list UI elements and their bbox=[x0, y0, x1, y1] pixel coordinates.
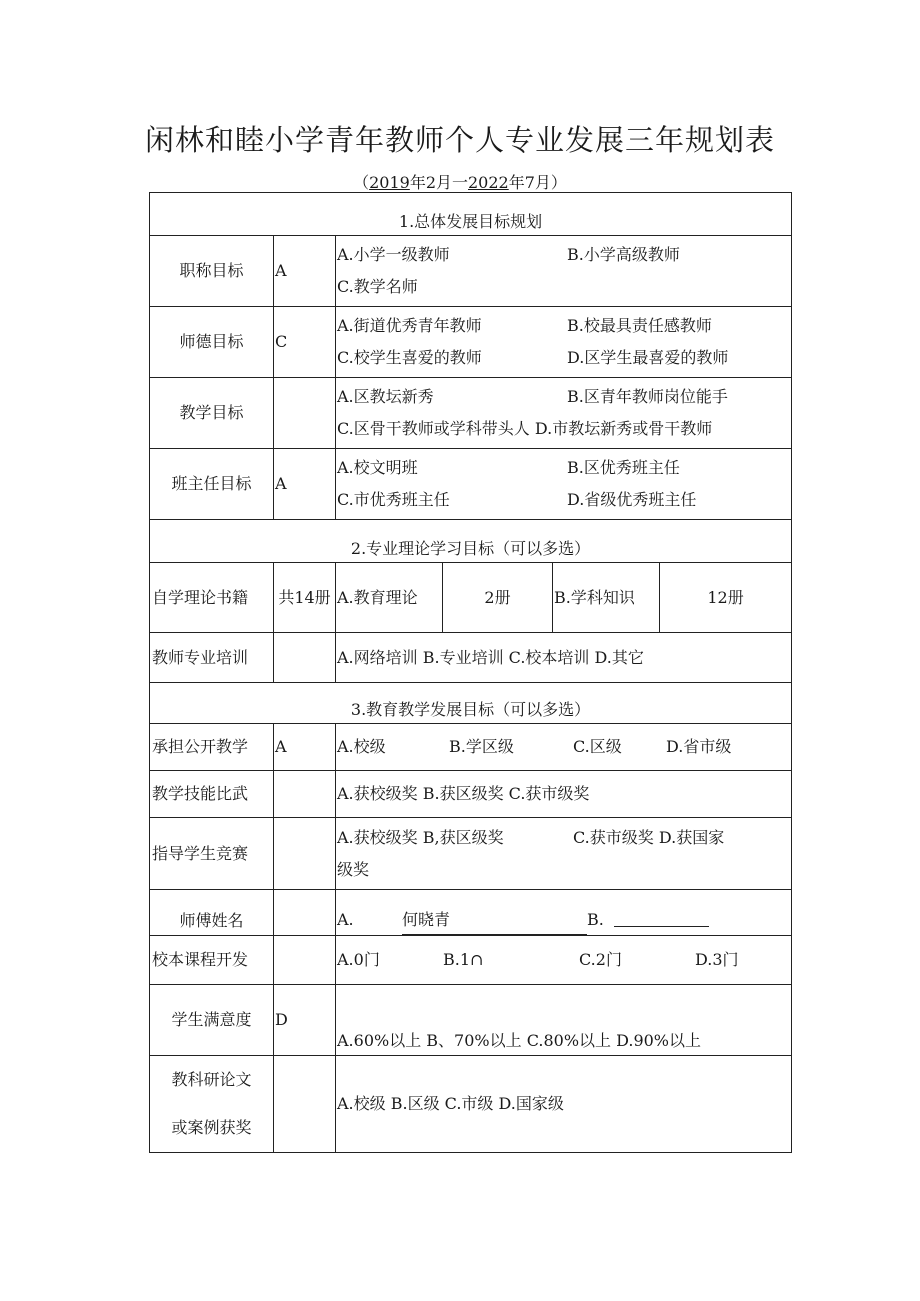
option: 级奖 bbox=[337, 859, 370, 879]
option: C.区级 bbox=[573, 737, 622, 756]
books-option-a: A.教育理论 bbox=[336, 563, 443, 633]
course-options bbox=[336, 936, 792, 985]
course-label: 校本课程开发 bbox=[150, 936, 274, 985]
open-class-answer: A bbox=[274, 724, 336, 771]
period-end-year: 2022 bbox=[468, 173, 509, 192]
title-goal-row bbox=[150, 236, 792, 307]
option: A.校文明班 bbox=[337, 458, 418, 477]
guide-options bbox=[336, 818, 792, 890]
option: B.学区级 bbox=[449, 737, 514, 756]
course-answer bbox=[274, 936, 336, 985]
mentor-a-prefix: A. bbox=[337, 910, 354, 929]
training-row bbox=[150, 633, 792, 683]
research-label-line2: 或案例获奖 bbox=[171, 1118, 252, 1137]
satisfaction-answer: D bbox=[274, 985, 336, 1056]
mentor-b-blank bbox=[614, 906, 709, 927]
research-row bbox=[150, 1056, 792, 1153]
open-class-options bbox=[336, 724, 792, 771]
books-row bbox=[150, 563, 792, 633]
document-title: 闲林和睦小学青年教师个人专业发展三年规划表 bbox=[144, 123, 775, 157]
skills-options: A.获校级奖 B.获区级奖 C.获市级奖 bbox=[336, 771, 792, 818]
books-option-b: B.学科知识 bbox=[553, 563, 660, 633]
books-label: 自学理论书籍 bbox=[150, 563, 274, 633]
option: A.获校级奖 B,获区级奖 bbox=[337, 827, 504, 847]
mentor-row bbox=[150, 890, 792, 936]
option: A.区教坛新秀 bbox=[337, 387, 434, 406]
teaching-goal-options bbox=[336, 378, 792, 449]
plan-table bbox=[149, 192, 792, 1153]
ethics-goal-row bbox=[150, 307, 792, 378]
skills-label: 教学技能比武 bbox=[150, 771, 274, 818]
option: A.小学一级教师 bbox=[337, 245, 450, 264]
research-answer bbox=[274, 1056, 336, 1153]
class-teacher-goal-answer: A bbox=[274, 449, 336, 520]
option: A.街道优秀青年教师 bbox=[337, 316, 482, 335]
section2-heading-row bbox=[150, 520, 792, 563]
period-start-month: 年2月一 bbox=[409, 173, 468, 192]
open-class-row bbox=[150, 724, 792, 771]
skills-answer bbox=[274, 771, 336, 818]
mentor-a-name: 何晓青 bbox=[402, 906, 587, 935]
mentor-b-prefix: B. bbox=[587, 910, 604, 929]
option: C.教学名师 bbox=[337, 277, 418, 296]
option: D.3门 bbox=[695, 950, 739, 969]
books-count-b: 12册 bbox=[660, 563, 792, 633]
ethics-goal-label: 师德目标 bbox=[150, 307, 274, 378]
teaching-goal-label: 教学目标 bbox=[150, 378, 274, 449]
research-label bbox=[150, 1056, 274, 1153]
period-end-month: 年7月） bbox=[508, 173, 567, 192]
satisfaction-label: 学生满意度 bbox=[150, 985, 274, 1056]
open-class-label: 承担公开教学 bbox=[150, 724, 274, 771]
guide-answer bbox=[274, 818, 336, 890]
section3-heading: 3.教育教学发展目标（可以多选） bbox=[150, 683, 792, 724]
option: C.获市级奖 D.获国家 bbox=[573, 827, 725, 847]
mentor-answer bbox=[274, 890, 336, 936]
training-options: A.网络培训 B.专业培训 C.校本培训 D.其它 bbox=[336, 633, 792, 683]
satisfaction-row bbox=[150, 985, 792, 1056]
option: A.0门 bbox=[337, 950, 380, 969]
option: B.1∩ bbox=[443, 950, 484, 969]
skills-row bbox=[150, 771, 792, 818]
option: D.省级优秀班主任 bbox=[567, 490, 697, 509]
guide-row bbox=[150, 818, 792, 890]
option: C.2门 bbox=[579, 950, 622, 969]
option: B.区优秀班主任 bbox=[567, 458, 680, 477]
mentor-options bbox=[336, 890, 792, 936]
books-count-a: 2册 bbox=[443, 563, 553, 633]
training-answer bbox=[274, 633, 336, 683]
option: C.区骨干教师或学科带头人 bbox=[337, 419, 530, 438]
teaching-goal-row bbox=[150, 378, 792, 449]
section2-heading: 2.专业理论学习目标（可以多选） bbox=[150, 520, 792, 563]
option: A.校级 bbox=[337, 737, 386, 756]
course-row bbox=[150, 936, 792, 985]
section1-heading: 1.总体发展目标规划 bbox=[150, 193, 792, 236]
option: D.区学生最喜爱的教师 bbox=[567, 348, 729, 367]
option: D.省市级 bbox=[666, 737, 732, 756]
guide-label: 指导学生竞赛 bbox=[150, 818, 274, 890]
option: C.市优秀班主任 bbox=[337, 490, 450, 509]
title-goal-options bbox=[336, 236, 792, 307]
period-subtitle bbox=[0, 170, 920, 193]
option: B.区青年教师岗位能手 bbox=[567, 387, 728, 406]
training-label: 教师专业培训 bbox=[150, 633, 274, 683]
option: B.校最具责任感教师 bbox=[567, 316, 712, 335]
class-teacher-goal-label: 班主任目标 bbox=[150, 449, 274, 520]
option: B.小学高级教师 bbox=[567, 245, 680, 264]
research-options: A.校级 B.区级 C.市级 D.国家级 bbox=[336, 1056, 792, 1153]
section3-heading-row bbox=[150, 683, 792, 724]
research-label-line1: 教科研论文 bbox=[171, 1070, 252, 1089]
class-teacher-goal-row bbox=[150, 449, 792, 520]
mentor-label: 师傅姓名 bbox=[150, 890, 274, 936]
period-open: （ bbox=[353, 173, 370, 192]
ethics-goal-answer: C bbox=[274, 307, 336, 378]
title-goal-label: 职称目标 bbox=[150, 236, 274, 307]
satisfaction-options: A.60%以上 B、70%以上 C.80%以上 D.90%以上 bbox=[336, 985, 792, 1056]
teaching-goal-answer bbox=[274, 378, 336, 449]
title-goal-answer: A bbox=[274, 236, 336, 307]
books-total: 共14册 bbox=[274, 563, 336, 633]
ethics-goal-options bbox=[336, 307, 792, 378]
option: D.市教坛新秀或骨干教师 bbox=[534, 419, 713, 438]
period-start-year: 2019 bbox=[369, 173, 410, 192]
option: C.校学生喜爱的教师 bbox=[337, 348, 482, 367]
section1-heading-row bbox=[150, 193, 792, 236]
class-teacher-goal-options bbox=[336, 449, 792, 520]
